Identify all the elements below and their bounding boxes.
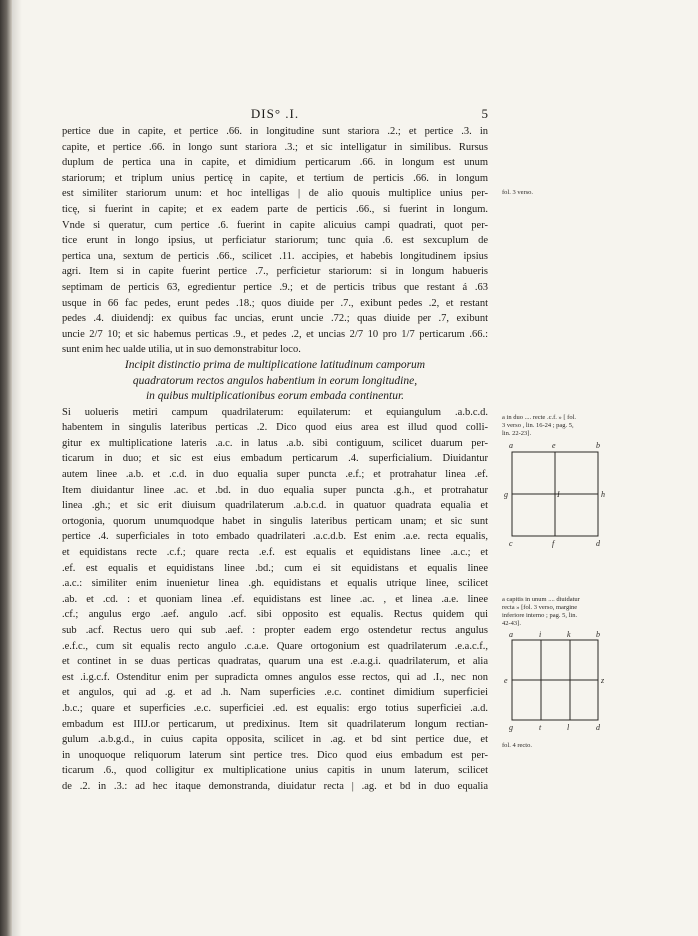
text-line: Si uolueris metiri campum quadrilaterum: equilaterum: et equiangulum .a.b.c.d. bbox=[62, 406, 488, 418]
text-line: gitur ex multiplicatione lateris .a.c. in latus .a.b. sibi contiguum, scilicet duarum per- bbox=[62, 437, 488, 449]
fig1-label-g: g bbox=[504, 490, 508, 499]
fig1-label-e: e bbox=[552, 441, 556, 450]
fig1-label-b: b bbox=[596, 441, 600, 450]
text-line: ortogonia, quorum unumquodque habet in singulis lateribus perticam unam; et sic sunt bbox=[62, 515, 488, 527]
fig1-label-i: I bbox=[557, 490, 560, 499]
text-line: agri. Item si in capite fuerint pertice .7., perficietur stariorum: si in longum habueris bbox=[62, 266, 488, 278]
text-line: autem linee .a.b. et .c.d. in duo equalia super puncta .e.f.; et protrahatur linea .ef. bbox=[62, 469, 488, 481]
text-line: gulum .a.b.g.d., in cuius capita opposita, scilicet in .ag. et bd sint pertice due, et bbox=[62, 734, 488, 746]
section-heading-line: quadratorum rectos angulos habentium in eorum longitudine, bbox=[132, 374, 418, 387]
text-line: .ab. et .cd. : et quoniam linea .ef. equidistans est linee .ac. , et linea .a.e. linee bbox=[62, 593, 488, 605]
fig1-label-a: a bbox=[509, 441, 513, 450]
text-line: .a.c.: similiter enim inuenietur linea .gh. equidistans et equalis utrique linee, scilicet bbox=[62, 578, 488, 590]
fig2-label-d: d bbox=[596, 723, 600, 732]
text-line: embadum est IIIJ.or perticarum, ut predixinus. Item sit quadrilaterum longum rectian- bbox=[62, 718, 488, 730]
text-line: sub .acf. Rectus uero qui sub .aef. : propter eadem ergo ostendetur rectus angulus bbox=[62, 625, 488, 636]
fig1-label-f: f bbox=[552, 539, 555, 548]
margin-note-text: fol. 3 verso. bbox=[502, 189, 534, 196]
margin-note-fol4recto bbox=[502, 742, 614, 750]
text-line: Vnde si queratur, cum pertice .6. fuerint in capite alicuius campi quadrati, quot per- bbox=[62, 219, 488, 231]
margin-note-line: a in duo .... recte .c.f. » [ fol. bbox=[502, 414, 577, 421]
fig2-label-k: k bbox=[567, 630, 571, 639]
page-header bbox=[62, 106, 488, 122]
text-line: ticarum .6., quod colligitur ex multiplicatione unius capitis in unum laterum, scilicet bbox=[62, 765, 488, 777]
text-line: .ef. est equalis et equidistans linee .bd.; cum ei sit equidistans et equalis linee bbox=[62, 562, 488, 574]
text-line: in unoquoque reliquorum laterum sint pertice tres. Dico quod eius embadum est per- bbox=[62, 749, 488, 761]
text-line: .e.f.c., cum sit equalis recto angulo .c.a.e. Quare ortogonium est quadrilaterum .e.a.c.f., bbox=[62, 640, 488, 652]
fig2-label-l: l bbox=[567, 723, 570, 732]
text-line: .cf.; angulus ergo .aef. angulo .acf. sibi opposito est equalis. Rectus quidem qui bbox=[62, 609, 488, 621]
text-line: ticę, si fuerint in capite; et ex eadem parte de perticis .66., si fuerint in longum. bbox=[62, 203, 488, 215]
margin-note-fol3verso bbox=[502, 189, 614, 197]
text-line: est .i.g.c.f. Ostenditur enim per supradicta omnes angulos esse rectos, qui ad .I., nec non bbox=[62, 671, 488, 683]
running-title: DIS° .I. bbox=[250, 106, 300, 121]
text-line: pedes .4. diuidendj: ex quibus fac uncias, erunt uncie .72.; quas diuide per .7, exibunt bbox=[62, 313, 488, 325]
text-line: capite, et pertice .66. in longo sunt stariora .3.; et sic intelligatur in similibus. Rursus bbox=[62, 141, 488, 153]
page-number: 5 bbox=[481, 106, 488, 121]
fig2-label-z: z bbox=[601, 676, 605, 685]
fig1-label-h: h bbox=[601, 490, 605, 499]
margin-note-text: fol. 4 recto. bbox=[502, 742, 532, 749]
margin-note-a bbox=[502, 414, 614, 438]
fig2-label-e: e bbox=[504, 676, 508, 685]
fig2-label-t: t bbox=[539, 723, 542, 732]
text-line: uncie 2/7 10; et sic habemus perticas .9., et pedes .2, et uncias 2/7 10 pro 1/7 perticarum .66.: bbox=[62, 328, 488, 340]
margin-note-line: 42-43]. bbox=[502, 620, 521, 627]
text-line: sunt enim hec ualde utilia, ut in suo demonstrabitur loco. bbox=[62, 344, 301, 356]
text-line: duplum de pertica una in capite, et dimidium perticarum .66. in longum est unum bbox=[62, 157, 488, 169]
text-line: septimam de perticis 63, egredientur pertice .9.; et de perticis tribus que restant á .63 bbox=[62, 281, 488, 293]
margin-note-b bbox=[502, 596, 614, 628]
section-heading-line: Incipit distinctio prima de multiplicatione latitudinum camporum bbox=[124, 358, 426, 371]
figure-rectangle bbox=[500, 628, 610, 736]
margin-note-line: a capitis in unum .... diuidatur bbox=[502, 596, 580, 603]
fig2-label-i: i bbox=[539, 630, 542, 639]
text-line: tice erunt in longo ipsius, ut perficiatur stariorum; tunc quia .6. est sexcuplum de bbox=[62, 235, 488, 247]
fig1-label-c: c bbox=[509, 539, 513, 548]
fig1-label-d: d bbox=[596, 539, 600, 548]
book-binding bbox=[0, 0, 12, 936]
text-line: et equidistans recte .c.f.; quare recta .e.f. est equalis et equidistans linee .a.c.; et bbox=[62, 547, 488, 559]
margin-note-line: 3 verso , lin. 16-24 ; pag. 5, bbox=[502, 422, 574, 429]
text-line: pertice .4. superficiales in toto embado quadrilateri .a.c.d.b. Est enim .a.e. recta equalis, bbox=[62, 531, 488, 543]
figure-square bbox=[500, 440, 610, 552]
text-line: stariorum; et triplum unius perticę in capite, et tertium de perticis .66. in longum bbox=[62, 172, 488, 184]
section-heading-line: in quibus multiplicationibus eorum embada continentur. bbox=[145, 390, 405, 403]
fig2-label-b: b bbox=[596, 630, 600, 639]
text-line: .b.c.; quare et superficies .e.c. superficiei .ed. est equalis: ergo totius superficiei .a.d. bbox=[62, 702, 488, 714]
text-line: et angulos, qui ad .g. et ad .h. Nam superficies .e.c. continet dimidium superficiei bbox=[62, 687, 488, 699]
main-text bbox=[62, 124, 488, 795]
text-line: pertica una, sextum de perticis .66., scilicet .11. accipies, et habebis longitudinem ipsius bbox=[62, 250, 488, 262]
fig2-label-g: g bbox=[509, 723, 513, 732]
binding-shadow bbox=[12, 0, 22, 936]
text-line: habentem in singulis lateribus perticas .2. Dico quod eius area est illud quod colli- bbox=[62, 422, 488, 434]
fig2-label-a: a bbox=[509, 630, 513, 639]
margin-note-line: lin. 22-23]. bbox=[502, 430, 532, 437]
text-line: linea .gh.; et sic erit diuisum quadrilaterum .a.b.c.d. in quatuor quadrata equalia et bbox=[62, 500, 488, 512]
text-line: de .2. in .3.: ad hec itaque demonstranda, diuidatur recta | .ag. et bd in duo equalia bbox=[62, 780, 488, 792]
margin-note-line: inferiore interno ; pag. 5, lin. bbox=[502, 612, 578, 619]
text-line: pertice due in capite, et pertice .66. in longitudine sunt stariora .2.; et pertice .3. in bbox=[62, 126, 488, 137]
text-line: Item diuidantur linee .ac. et .bd. in duo equalia super puncta .g.h., et protrahatur bbox=[62, 484, 488, 496]
text-line: et continet in se duas perticas quadratas, quarum una est .e.a.g.i. quadrilaterum, et alia bbox=[62, 656, 488, 668]
text-line: est similiter stariorum unum: et hoc intelligas | de alio quouis multiplice unius per- bbox=[62, 188, 488, 200]
margin-note-line: recta » [fol. 3 verso, margine bbox=[502, 604, 578, 611]
text-line: ticarum in duo; et sic est eius embadum perticarum .4. superficialium. Diuidantur bbox=[62, 453, 488, 465]
text-line: usque in 66 fac pedes, erunt pedes .18.; quos diuide per .7., exibunt pedes .2, et restant bbox=[62, 297, 488, 309]
